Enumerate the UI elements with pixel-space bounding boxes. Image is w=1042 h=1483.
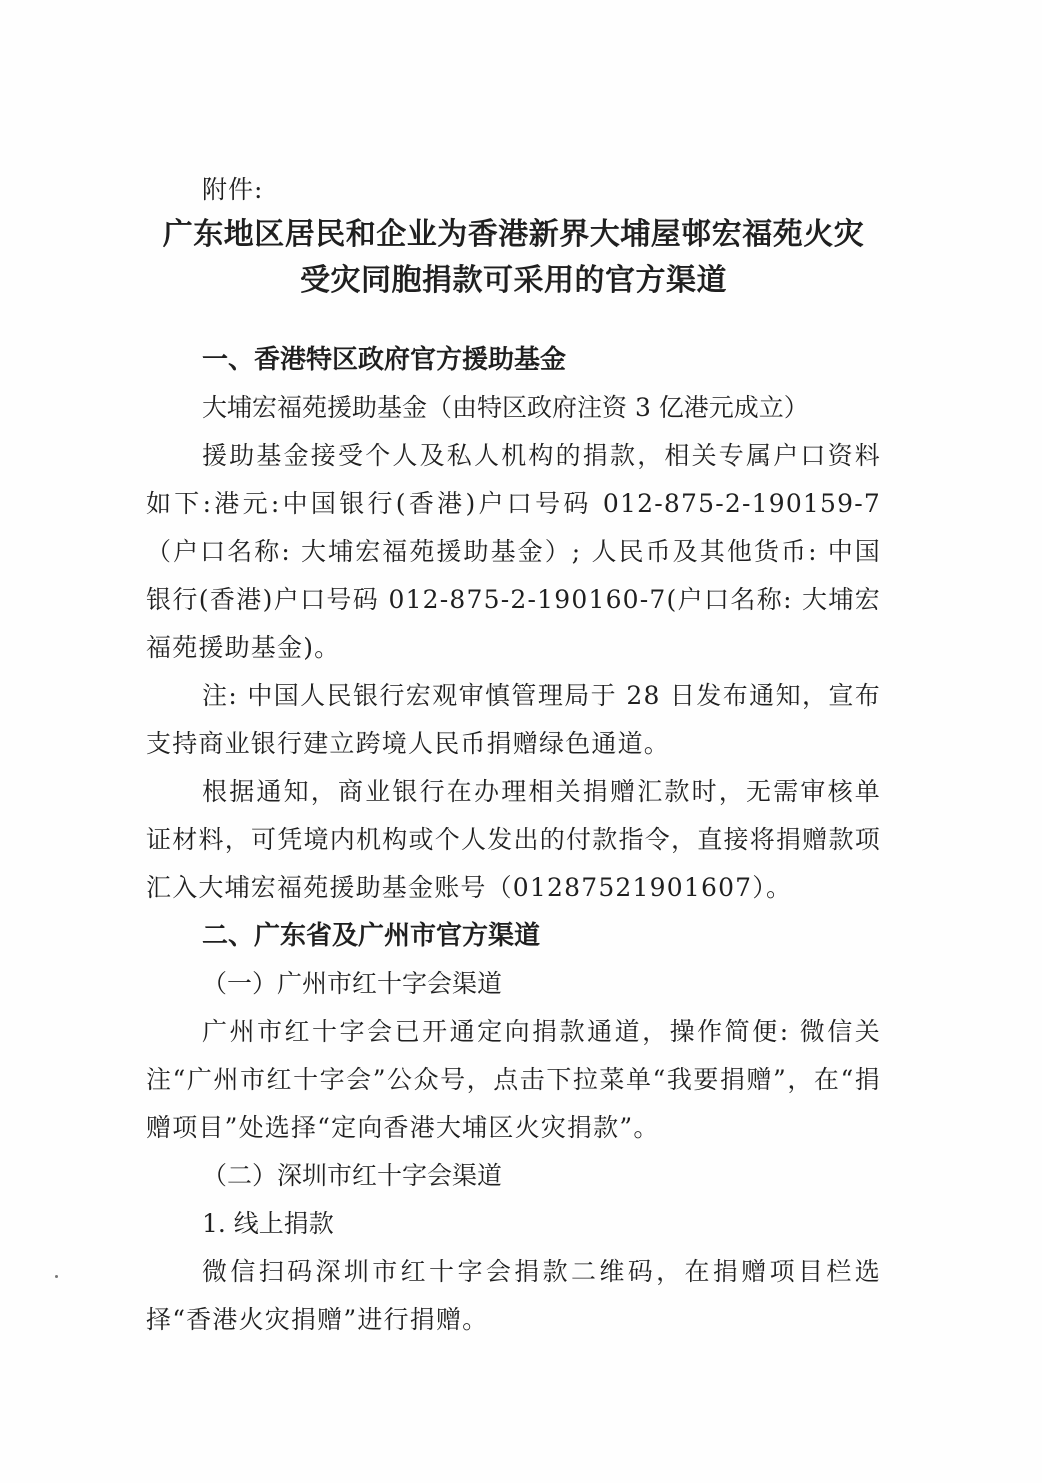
spacer: [146, 304, 881, 336]
section-2-item-1: 1. 线上捐款: [202, 1209, 334, 1238]
section-1-heading: 一、香港特区政府官方援助基金: [202, 345, 567, 375]
fund-name: 大埔宏福苑援助基金（由特区政府注资 3 亿港元成立）: [202, 393, 809, 422]
document-title: [146, 212, 881, 304]
section-1-paragraph-2: 注: 中国人民银行宏观审慎管理局于 28 日发布通知，宣布支持商业银行建立跨境人民币捐赠绿色通道。: [146, 681, 881, 758]
section-1-paragraph-1: 援助基金接受个人及私人机构的捐款，相关专属户口资料如下:港元:中国银行(香港)户口号码 012-875-2-190159-7（户口名称: 大埔宏福苑援助基金）; 人民币及其他货币: 中国银行(香港)户口号码 012-875-2-190160-7(户口名称: 大埔宏福苑援助基金)。: [146, 441, 881, 662]
scan-speck: [55, 1275, 58, 1278]
section-2-subheading-2: （二）深圳市红十字会渠道: [202, 1161, 503, 1190]
document-body: [146, 168, 881, 1344]
section-1-paragraph-3: 根据通知，商业银行在办理相关捐赠汇款时，无需审核单证材料，可凭境内机构或个人发出的付款指令，直接将捐赠款项汇入大埔宏福苑援助基金账号（01287521901607）。: [146, 777, 881, 902]
title-line-2: 受灾同胞捐款可采用的官方渠道: [300, 263, 727, 298]
section-2-heading: 二、广东省及广州市官方渠道: [202, 921, 541, 951]
section-2-paragraph-2: 微信扫码深圳市红十字会捐款二维码，在捐赠项目栏选择“香港火灾捐赠”进行捐赠。: [146, 1257, 881, 1334]
attachment-label: 附件:: [202, 175, 264, 204]
section-2-paragraph-1: 广州市红十字会已开通定向捐款通道，操作简便: 微信关注“广州市红十字会”公众号，点击下拉菜单“我要捐赠”，在“捐赠项目”处选择“定向香港大埔区火灾捐款”。: [146, 1017, 881, 1142]
title-line-1: 广东地区居民和企业为香港新界大埔屋邨宏福苑火灾: [162, 217, 865, 252]
section-2-subheading-1: （一）广州市红十字会渠道: [202, 969, 503, 998]
